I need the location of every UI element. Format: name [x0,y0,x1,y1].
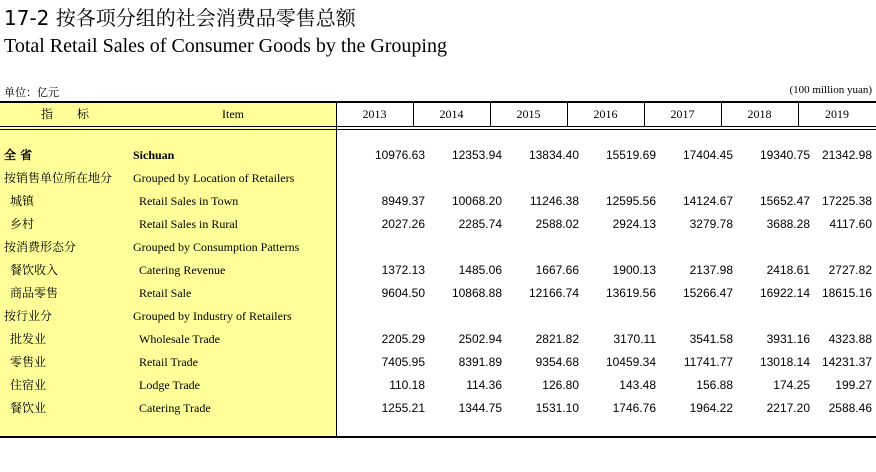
table-cell-value: 1255.21 [381,401,425,415]
table-bottom-rule [0,436,876,438]
table-cell-value: 7405.95 [381,355,425,369]
table-cell-value: 110.18 [389,378,425,392]
table-cell-value: 15519.69 [605,148,656,162]
table-cell-value: 12595.56 [605,194,656,208]
header-item: Item [222,107,244,121]
header-year: 2015 [516,107,541,121]
table-cell-value: 17225.38 [821,194,872,208]
table-cell-value: 10459.34 [605,355,656,369]
row-label-english: Grouped by Industry of Retailers [133,309,292,323]
page-title-chinese: 17-2 按各项分组的社会消费品零售总额 [4,6,356,30]
table-cell-value: 2027.26 [381,217,425,231]
table-cell-value: 13834.40 [528,148,579,162]
table-cell-value: 1667.66 [535,263,579,277]
table-row [0,236,876,259]
table-cell-value: 8391.89 [458,355,502,369]
header-indicator: 指 标 [40,107,89,121]
unit-label-english: (100 million yuan) [789,84,872,96]
table-cell-value: 18615.16 [821,286,872,300]
header-year: 2014 [439,107,464,121]
header-year: 2017 [670,107,695,121]
row-label-english: Retail Sales in Rural [139,217,238,231]
row-label-chinese: 全 省 [4,148,33,162]
table-cell-value: 14231.37 [821,355,872,369]
table-cell-value: 2502.94 [458,332,502,346]
header-year: 2019 [825,107,849,121]
row-label-english: Catering Trade [139,401,211,415]
row-label-chinese: 零售业 [10,355,47,369]
row-label-chinese: 批发业 [10,332,47,346]
table-cell-value: 1900.13 [612,263,656,277]
header-bottom-rule [0,126,876,127]
row-label-english: Lodge Trade [139,378,200,392]
table-cell-value: 2588.46 [828,401,872,415]
table-cell-value: 3279.78 [689,217,733,231]
table-cell-value: 3931.16 [766,332,810,346]
table-cell-value: 3541.58 [689,332,733,346]
table-row [0,305,876,328]
table-row [0,190,876,213]
table-cell-value: 1485.06 [458,263,502,277]
table-cell-value: 2205.29 [381,332,425,346]
row-label-english: Catering Revenue [139,263,226,277]
table-cell-value: 15652.47 [759,194,810,208]
table-row [0,259,876,282]
table-cell-value: 114.36 [466,378,502,392]
table-cell-value: 16922.14 [759,286,810,300]
row-label-chinese: 餐饮收入 [10,263,59,277]
header-double-rule [0,129,876,130]
table-cell-value: 4117.60 [829,217,872,231]
table-cell-value: 21342.98 [821,148,872,162]
table-cell-value: 14124.67 [682,194,733,208]
table-cell-value: 199.27 [835,378,872,392]
table-cell-value: 9354.68 [535,355,579,369]
table-cell-value: 12166.74 [528,286,579,300]
table-cell-value: 17404.45 [682,148,733,162]
row-label-english: Retail Sales in Town [139,194,239,208]
row-label-english: Retail Trade [139,355,198,369]
table-cell-value: 13018.14 [759,355,810,369]
table-cell-value: 11741.77 [683,355,733,369]
table-cell-value: 2137.98 [689,263,733,277]
table-cell-value: 12353.94 [451,148,502,162]
table-cell-value: 13619.56 [605,286,656,300]
row-label-english: Sichuan [133,148,175,162]
table-cell-value: 3688.28 [766,217,810,231]
row-label-english: Grouped by Consumption Patterns [133,240,300,254]
row-label-chinese: 按消费形态分 [4,240,77,254]
unit-label-chinese: 单位：亿元 [4,86,59,99]
table-cell-value: 2924.13 [612,217,656,231]
row-label-english: Grouped by Location of Retailers [133,171,295,185]
table-cell-value: 19340.75 [759,148,810,162]
table-cell-value: 8949.37 [381,194,425,208]
table-cell-value: 1964.22 [689,401,733,415]
table-cell-value: 11246.38 [529,194,579,208]
table-row [0,213,876,236]
table-row [0,351,876,374]
row-label-chinese: 餐饮业 [10,401,47,415]
table-cell-value: 1531.10 [535,401,579,415]
table-cell-value: 9604.50 [381,286,425,300]
header-year: 2018 [747,107,772,121]
table-cell-value: 4323.88 [828,332,872,346]
table-cell-value: 2821.82 [535,332,579,346]
table-cell-value: 10868.88 [451,286,502,300]
table-cell-value: 2418.61 [766,263,810,277]
table-cell-value: 1372.13 [381,263,425,277]
table-row [0,328,876,351]
table-cell-value: 174.25 [773,378,810,392]
table-cell-value: 156.88 [696,378,733,392]
page-title-english: Total Retail Sales of Consumer Goods by the Grouping [4,35,447,57]
header-year: 2016 [593,107,618,121]
table-cell-value: 143.48 [619,378,656,392]
table-cell-value: 3170.11 [613,332,656,346]
table-row [0,374,876,397]
table-cell-value: 10068.20 [451,194,502,208]
table-cell-value: 15266.47 [682,286,733,300]
row-label-chinese: 按行业分 [4,309,53,323]
row-label-english: Retail Sale [139,286,192,300]
row-label-chinese: 按销售单位所在地分 [4,171,113,185]
row-label-chinese: 城镇 [10,194,35,208]
row-label-chinese: 商品零售 [10,286,59,300]
header-year: 2013 [362,107,387,121]
table-cell-value: 126.80 [542,378,579,392]
table-row [0,282,876,305]
table-cell-value: 2217.20 [766,401,810,415]
row-label-english: Wholesale Trade [139,332,220,346]
table-row [0,144,876,167]
table-cell-value: 1344.75 [458,401,502,415]
table-cell-value: 1746.76 [612,401,656,415]
row-label-chinese: 乡村 [10,217,35,231]
table-row [0,397,876,420]
table-cell-value: 2285.74 [458,217,502,231]
row-label-chinese: 住宿业 [10,378,47,392]
table-cell-value: 2727.82 [828,263,872,277]
table-cell-value: 2588.02 [535,217,579,231]
table-cell-value: 10976.63 [374,148,425,162]
table-row [0,167,876,190]
